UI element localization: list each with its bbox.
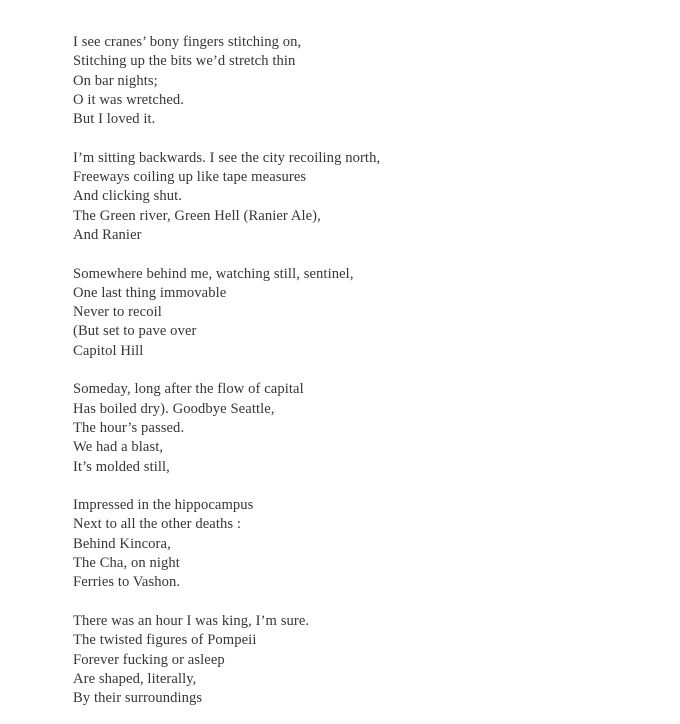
stanza — [73, 380, 633, 476]
poem-line: On bar nights; — [73, 72, 158, 89]
poem-line: (But set to pave over — [73, 323, 197, 340]
poem-line: Has boiled dry). Goodbye Seattle, — [73, 400, 275, 417]
poem-line: Somewhere behind me, watching still, sentinel, — [73, 265, 354, 282]
poem-line: Are shaped, literally, — [73, 670, 197, 687]
poem-text-body — [73, 33, 633, 708]
poem-line: And clicking shut. — [73, 188, 183, 205]
poem-line: And Ranier — [73, 226, 142, 243]
stanza — [73, 496, 633, 592]
poem-line: By their surroundings — [73, 690, 203, 707]
poem-line: It’s molded still, — [73, 458, 170, 475]
poem-line: Impressed in the hippocampus — [73, 497, 254, 514]
poem-line: Never to recoil — [73, 304, 162, 321]
poem-line: There was an hour I was king, I’m sure. — [73, 612, 310, 629]
stanza — [73, 265, 633, 361]
poem-line: O it was wretched. — [73, 91, 185, 108]
poem-line: I’m sitting backwards. I see the city recoiling north, — [73, 149, 381, 166]
poem-line: We had a blast, — [73, 439, 164, 456]
poem-line: Stitching up the bits we’d stretch thin — [73, 53, 296, 70]
stanza — [73, 33, 633, 129]
poem-line: Behind Kincora, — [73, 535, 171, 552]
poem-line: One last thing immovable — [73, 284, 227, 301]
poem-line: The twisted figures of Pompeii — [73, 632, 257, 649]
stanza — [73, 612, 633, 708]
poem-line: Capitol Hill — [73, 342, 144, 359]
poem-line: Someday, long after the flow of capital — [73, 381, 304, 398]
poem-line: The Cha, on night — [73, 555, 180, 572]
poem-line: Next to all the other deaths : — [73, 516, 242, 533]
poem-line: Ferries to Vashon. — [73, 574, 181, 591]
poem-line: I see cranes’ bony fingers stitching on, — [73, 34, 302, 50]
stanza — [73, 149, 633, 245]
poem-line: Forever fucking or asleep — [73, 651, 225, 668]
poem-line: The Green river, Green Hell (Ranier Ale), — [73, 207, 321, 224]
poem-line: The hour’s passed. — [73, 419, 185, 436]
poem-line: But I loved it. — [73, 111, 156, 128]
poem-line: Freeways coiling up like tape measures — [73, 169, 307, 186]
